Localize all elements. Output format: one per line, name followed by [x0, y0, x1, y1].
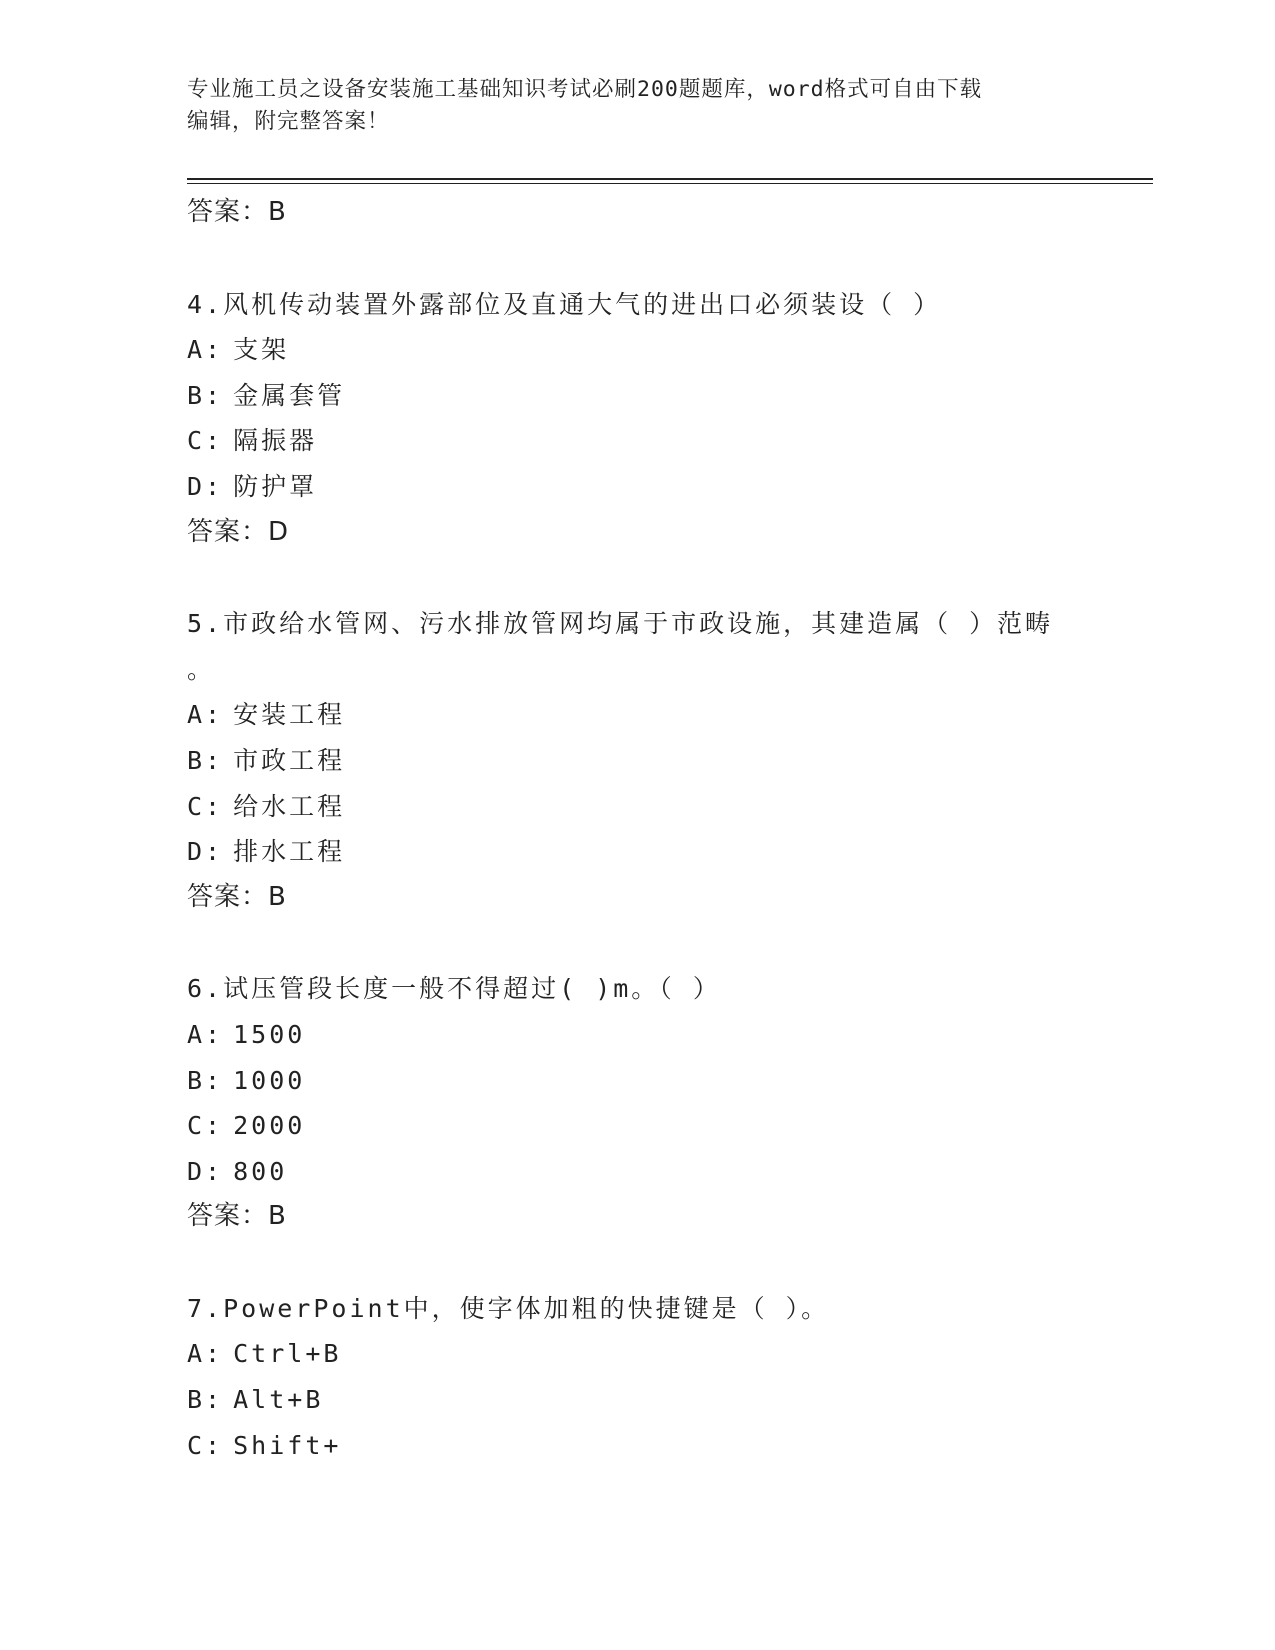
question-stem: 5.市政给水管网、污水排放管网均属于市政设施，其建造属（ ）范畴	[187, 609, 1054, 639]
question-stem: 7.PowerPoint中，使字体加粗的快捷键是（ ）。	[187, 1293, 830, 1323]
option-letter: A:	[187, 700, 224, 730]
question-6	[187, 966, 1153, 1240]
option-letter: A:	[187, 1019, 224, 1049]
option-letter: D:	[187, 471, 224, 501]
option-a	[187, 1331, 1153, 1377]
option-text: 1000	[233, 1065, 306, 1095]
option-a	[187, 327, 1153, 373]
question-stem-continued: 。	[187, 654, 216, 684]
question-stem: 6.试压管段长度一般不得超过( )m。（ ）	[187, 974, 721, 1004]
header-rule-thin	[187, 183, 1153, 184]
option-text: 市政工程	[233, 745, 346, 775]
option-b	[187, 373, 1153, 419]
option-letter: A:	[187, 1339, 224, 1369]
option-b	[187, 1377, 1153, 1423]
option-letter: B:	[187, 1385, 224, 1415]
option-a	[187, 1012, 1153, 1058]
option-text: 安装工程	[233, 700, 346, 730]
option-letter: B:	[187, 745, 224, 775]
answer-prev: 答案：B	[187, 197, 287, 227]
question-stem: 4.风机传动装置外露部位及直通大气的进出口必须装设（ ）	[187, 289, 942, 319]
header-line-2: 编辑，附完整答案！	[187, 109, 390, 134]
option-text: 金属套管	[233, 380, 346, 410]
question-list	[187, 190, 1153, 1468]
option-text: 2000	[233, 1111, 306, 1141]
option-d	[187, 1149, 1153, 1195]
option-letter: B:	[187, 380, 224, 410]
option-text: 排水工程	[233, 837, 346, 867]
document-header	[187, 74, 1067, 138]
option-c	[187, 418, 1153, 464]
option-b	[187, 738, 1153, 784]
option-letter: A:	[187, 335, 224, 365]
option-text: Ctrl+B	[233, 1339, 342, 1369]
option-a	[187, 692, 1153, 738]
option-text: 1500	[233, 1019, 306, 1049]
option-letter: C:	[187, 791, 224, 821]
option-text: 防护罩	[233, 471, 318, 501]
question-7	[187, 1286, 1153, 1468]
question-answer: 答案：B	[187, 1201, 287, 1232]
option-text: Alt+B	[233, 1385, 324, 1415]
option-text: 支架	[233, 335, 290, 365]
option-letter: B:	[187, 1065, 224, 1095]
header-line-1: 专业施工员之设备安装施工基础知识考试必刷200题题库，word格式可自由下载	[187, 77, 983, 102]
option-c	[187, 1423, 1153, 1469]
option-c	[187, 1103, 1153, 1149]
option-letter: C:	[187, 426, 224, 456]
option-text: 给水工程	[233, 791, 346, 821]
option-d	[187, 829, 1153, 875]
option-text: Shift+	[233, 1430, 342, 1460]
option-letter: C:	[187, 1430, 224, 1460]
option-letter: D:	[187, 837, 224, 867]
option-letter: C:	[187, 1111, 224, 1141]
question-answer: 答案：B	[187, 881, 287, 912]
option-letter: D:	[187, 1156, 224, 1186]
question-4	[187, 282, 1153, 556]
option-text: 800	[233, 1156, 288, 1186]
option-b	[187, 1058, 1153, 1104]
option-d	[187, 464, 1153, 510]
option-text: 隔振器	[233, 426, 318, 456]
question-answer: 答案：D	[187, 516, 290, 547]
header-rule-thick	[187, 178, 1153, 180]
question-5	[187, 601, 1153, 920]
option-c	[187, 784, 1153, 830]
